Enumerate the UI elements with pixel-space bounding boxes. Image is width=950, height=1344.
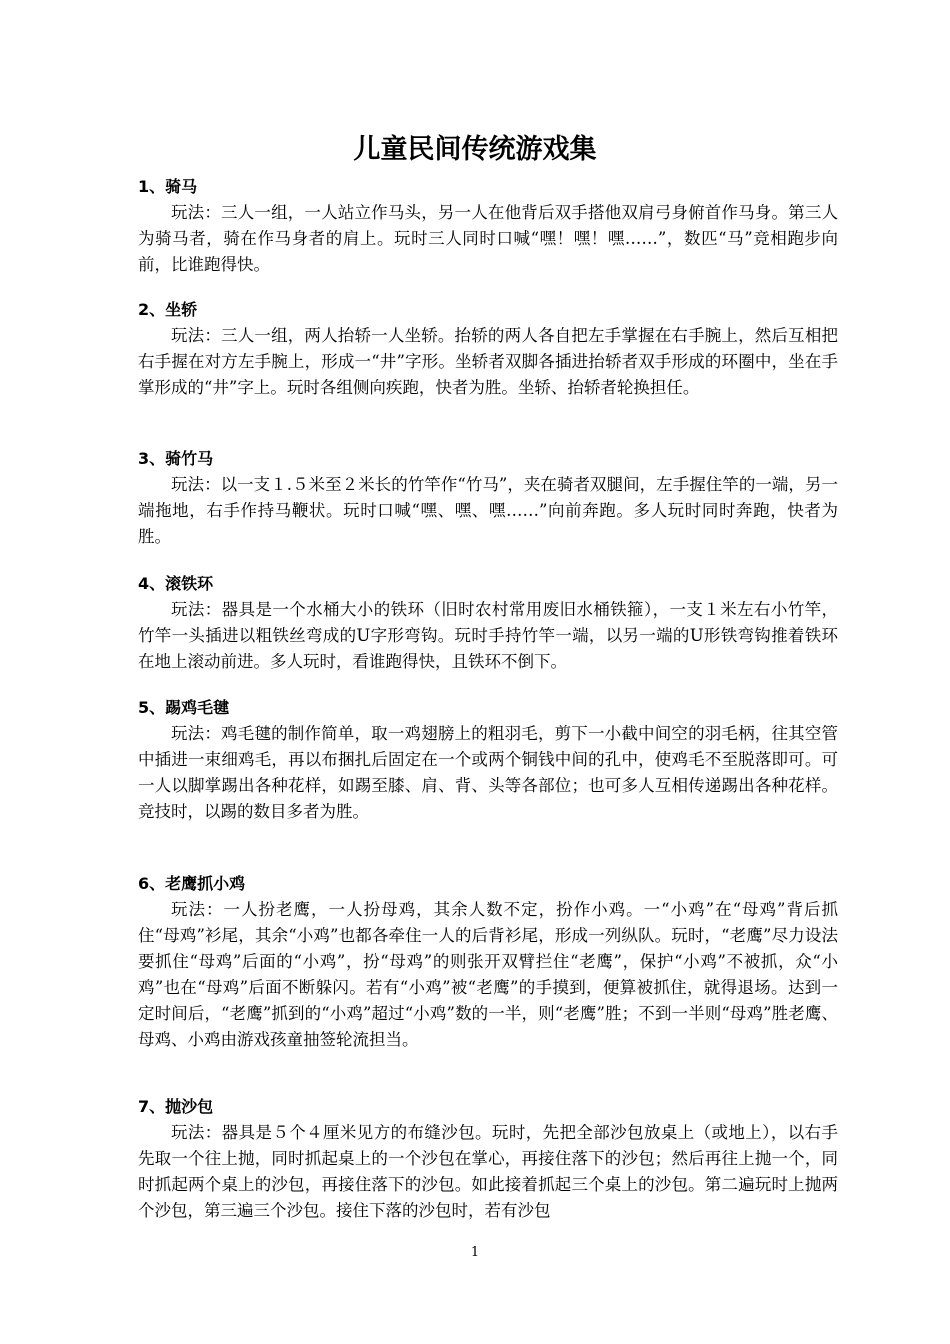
section-body: 玩法：鸡毛毽的制作简单，取一鸡翅膀上的粗羽毛，剪下一小截中间空的羽毛柄，往其空管中插进一束细鸡毛，再以布捆扎后固定在一个或两个铜钱中间的孔中，使鸡毛不至脱落即可。可一人以脚掌踢出各种花样，如踢至膝、肩、背、头等各部位；也可多人互相传递踢出各种花样。竞技时，以踢的数目多者为胜。 — [138, 724, 838, 821]
section-heading: 7、抛沙包 — [138, 1097, 214, 1116]
section-heading: 6、老鹰抓小鸡 — [138, 874, 246, 893]
game-section-riding-horse — [138, 174, 838, 278]
game-section-bamboo-horse — [138, 446, 838, 550]
section-heading: 5、踢鸡毛毽 — [138, 698, 230, 717]
game-section-sedan-chair — [138, 297, 838, 401]
game-section-eagle-catches-chicks — [138, 871, 838, 1053]
section-body: 玩法：器具是一个水桶大小的铁环（旧时农村常用废旧水桶铁箍），一支１米左右小竹竿，竹竿一头插进以粗铁丝弯成的U字形弯钩。玩时手持竹竿一端，以另一端的U形铁弯钩推着铁环在地上滚动前进。多人玩时，看谁跑得快，且铁环不倒下。 — [138, 600, 838, 671]
section-body: 玩法：以一支１.５米至２米长的竹竿作“竹马”，夹在骑者双腿间，左手握住竿的一端，另一端拖地，右手作持马鞭状。玩时口喊“嘿、嘿、嘿……”向前奔跑。多人玩时同时奔跑，快者为胜。 — [138, 475, 838, 546]
section-heading: 3、骑竹马 — [138, 449, 214, 468]
page-number: 1 — [470, 1245, 480, 1260]
section-heading: 1、骑马 — [138, 177, 198, 196]
section-body: 玩法：一人扮老鹰，一人扮母鸡，其余人数不定，扮作小鸡。一“小鸡”在“母鸡”背后抓住“母鸡”衫尾，其余“小鸡”也都各牵住一人的后背衫尾，形成一列纵队。玩时，“老鹰”尽力设法要抓住“母鸡”后面的“小鸡”，扮“母鸡”的则张开双臂拦住“老鹰”，保护“小鸡”不被抓，众“小鸡”也在“母鸡”后面不断躲闪。若有“小鸡”被“老鹰”的手摸到，便算被抓住，就得退场。达到一定时间后，“老鹰”抓到的“小鸡”超过“小鸡”数的一半，则“老鹰”胜；不到一半则“母鸡”胜老鹰、母鸡、小鸡由游戏孩童抽签轮流担当。 — [138, 900, 838, 1049]
section-body: 玩法：三人一组，一人站立作马头，另一人在他背后双手搭他双肩弓身俯首作马身。第三人为骑马者，骑在作马身者的肩上。玩时三人同时口喊“嘿！嘿！嘿……”，数匹“马”竞相跑步向前，比谁跑得快。 — [138, 203, 838, 274]
section-heading: 2、坐轿 — [138, 300, 198, 319]
game-section-shuttlecock — [138, 695, 838, 825]
section-body: 玩法：三人一组，两人抬轿一人坐轿。抬轿的两人各自把左手掌握在右手腕上，然后互相把右手握在对方左手腕上，形成一“井”字形。坐轿者双脚各插进抬轿者双手形成的环圈中，坐在手掌形成的“井”字上。玩时各组侧向疾跑，快者为胜。坐轿、抬轿者轮换担任。 — [138, 326, 838, 397]
document-title: 儿童民间传统游戏集 — [353, 134, 597, 165]
section-body: 玩法：器具是５个４厘米见方的布缝沙包。玩时，先把全部沙包放桌上（或地上），以右手先取一个往上抛，同时抓起桌上的一个沙包在掌心，再接住落下的沙包；然后再往上抛一个，同时抓起两个桌上的沙包，再接住落下的沙包。如此接着抓起三个桌上的沙包。第二遍玩时上抛两个沙包，第三遍三个沙包。接住下落的沙包时，若有沙包 — [138, 1123, 838, 1220]
game-section-rolling-hoop — [138, 571, 838, 675]
section-heading: 4、滚铁环 — [138, 574, 214, 593]
game-section-sandbag-toss — [138, 1094, 838, 1224]
